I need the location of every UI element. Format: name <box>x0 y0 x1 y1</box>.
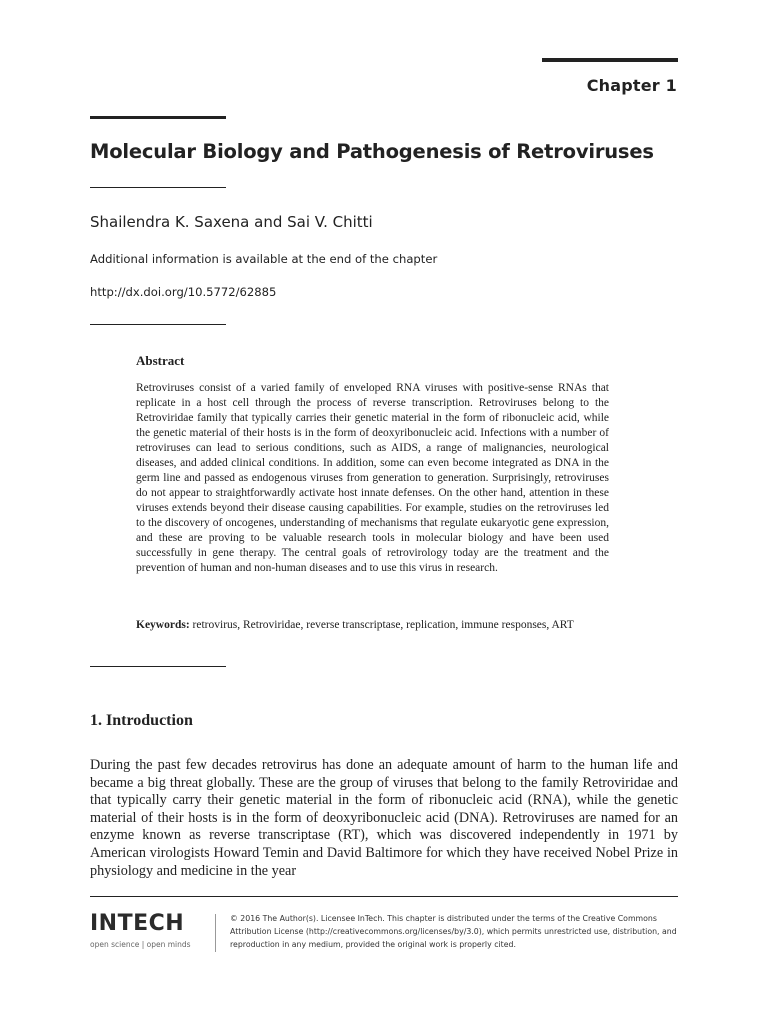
keywords <box>136 618 609 633</box>
footer-divider <box>215 914 216 952</box>
abstract-rule <box>90 666 226 667</box>
title-top-rule <box>90 116 226 119</box>
chapter-label: Chapter 1 <box>586 76 677 95</box>
abstract-heading: Abstract <box>136 353 185 368</box>
title-bottom-rule <box>90 187 226 188</box>
logo-tagline: open science | open minds <box>90 940 191 949</box>
article-authors: Shailendra K. Saxena and Sai V. Chitti <box>90 213 373 231</box>
introduction-text: During the past few decades retrovirus has done an adequate amount of harm to the human life and became a big threat globally. These are the group of viruses that belong to the family Retroviridae and that typically carry their genetic material in the form of ribonucleic acid (RNA), while the genetic material of their hosts is in the form of deoxyribonucleic acid (DNA). Retroviruses are named for an enzyme known as reverse transcriptase (RT), which was discovered independently in 1971 by American virologists Howard Temin and David Baltimore for which they have received Nobel Prize in physiology and medicine in the year <box>90 757 678 879</box>
article-title: Molecular Biology and Pathogenesis of Retroviruses <box>90 140 654 163</box>
doi-link[interactable]: http://dx.doi.org/10.5772/62885 <box>90 285 277 299</box>
chapter-rule <box>542 58 678 62</box>
abstract-text: Retroviruses consist of a varied family of enveloped RNA viruses with positive-sense RNAs that replicate in a host cell through the process of reverse transcription. Retroviruses belong to the Retroviridae family that typically carries their genetic material in the form of ribonucleic acid, while the genetic material of their hosts is in the form of deoxyribonucleic acid. Infections with a number of retroviruses can lead to serious conditions, such as AIDS, a range of malignancies, neurological diseases, and added clinical conditions. In addition, some can even become integrated as DNA in the germ line and passed as endogenous viruses from generation to generation. Surprisingly, retroviruses do not appear to straightforwardly activate host innate defenses. On the other hand, attention in these viruses extends beyond their disease causing capabilities. For example, studies on the retroviruses led to the discovery of oncogenes, understanding of mechanisms that regulate eukaryotic gene expression, and these are proving to be valuable research tools in molecular biology and have been used successfully in gene therapy. The central goals of retrovirology today are the treatment and the prevention of human and non-human diseases and to use this virus in research. <box>136 382 609 574</box>
keywords-label: Keywords: <box>136 619 190 631</box>
keywords-list: retrovirus, Retroviridae, reverse transcriptase, replication, immune responses, ART <box>189 619 574 631</box>
footer-rule <box>90 896 678 897</box>
intech-logo: INTECH <box>90 911 185 936</box>
license-text: © 2016 The Author(s). Licensee InTech. This chapter is distributed under the terms of the Creative Commons Attribution License (http://creativecommons.org/licenses/by/3.0), which permits unrestricted use, distribution, and reproduction in any medium, provided the original work is properly cited. <box>230 914 677 949</box>
doi-rule <box>90 324 226 325</box>
introduction-heading: 1. Introduction <box>90 712 193 729</box>
additional-info: Additional information is available at the end of the chapter <box>90 252 438 266</box>
